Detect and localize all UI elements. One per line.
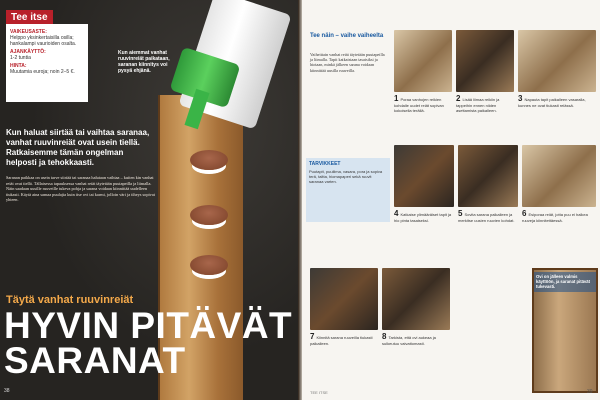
step-7 (310, 268, 378, 346)
body-text: Saranan paikkaa on usein tarve siirtää tai saranaa halutaan vaihtaa – kuiten kin vanhat reiät ovat tiellä. Tällaisessa tapauksessa vanhat reiät täytetään puutapeilla ja liimalla. Näin saadaan uusille ruuveille tukeva pohja ja sarana voidaan kiinnittää uudelleen tiukasti. Käytä aina samaa puulajia kuin itse ovi tai karmi, jolloin väri ja tiheys sopivat yhteen. (6, 175, 155, 203)
page-number-left: 38 (4, 388, 10, 394)
supplies-box (306, 158, 390, 222)
step-photo (518, 30, 596, 92)
step-photo (382, 268, 450, 330)
step-3 (518, 30, 596, 108)
sidebar-text: Vaiheittain vanhat reiät täytetään puutapeilla ja liimalla. Tapit katkaistaan tasaisiksi ja hiotaan, minkä jälkeen sarana voidaan kiinnittää uusilla ruuveilla. (310, 52, 385, 73)
step-text: Esiporaa reiät, jotta puu ei halkea ruuveja kiinnitettäessä. (522, 212, 588, 223)
step-number: 6 (522, 209, 527, 218)
step-text: Lisää liimaa reikiin ja tappeihin ennen niiden asettamista paikalleen. (456, 97, 500, 113)
wood-plug (190, 205, 228, 225)
step-text: Katkaise ylimääräiset tapit ja hio pinta tasaiseksi. (394, 212, 452, 223)
step-1 (394, 30, 452, 113)
step-number: 5 (458, 209, 463, 218)
headline-line-2: SARANAT (4, 340, 186, 381)
info-box (6, 24, 88, 102)
kicker: Täytä vanhat ruuvinreiät (6, 294, 134, 306)
step-photo (394, 30, 452, 92)
wood-plug (190, 150, 228, 170)
step-number: 8 (382, 332, 387, 341)
step-text: Sovita sarana paikalleen ja merkitse uusien ruuvien kohdat. (458, 212, 515, 223)
step-4 (394, 145, 454, 223)
step-8 (382, 268, 450, 346)
step-5 (458, 145, 518, 223)
step-number: 3 (518, 94, 523, 103)
headline (4, 305, 293, 381)
photo-caption: Kun aiemmat vanhat ruuvinreiät paikataan, saranan kiinnitys voi pysyä ehjänä. (118, 50, 170, 74)
price-label: HINTA: (10, 63, 27, 69)
right-page (302, 0, 600, 400)
time-label: AJANKÄYTTÖ: (10, 49, 46, 55)
price-value: Muutamia euroja; noin 2–5 €. (10, 69, 75, 75)
step-number: 4 (394, 209, 399, 218)
wood-plug (190, 255, 228, 275)
difficulty-label: VAIKEUSASTE: (10, 29, 47, 35)
step-number: 7 (310, 332, 315, 341)
supplies-text: Puutapit, puuliima, vasara, pora ja sopiva terä, taltta, hiomapaperi sekä ruuvit saranaa varten. (309, 169, 383, 184)
step-photo (394, 145, 454, 207)
section-tag: Tee itse (6, 10, 53, 25)
supplies-title: TARVIKKEET (309, 161, 341, 167)
difficulty-value: Helppo yksinkertaisilla osilla; hankalampi vaurioiden osalta. (10, 35, 77, 47)
step-photo (458, 145, 518, 207)
door-caption: Ovi on jälleen valmis käyttöön, ja saranat pitävät tukevasti. (534, 272, 596, 292)
time-value: 1-2 tuntia (10, 55, 31, 61)
step-2 (456, 30, 514, 113)
page-number-right: 39 (587, 389, 593, 395)
lead-paragraph: Kun haluat siirtää tai vaihtaa saranaa, vanhat ruuvinreiät ovat usein tiellä. Ratkaisemme tämän ongelman helposti ja tehokkaasti. (6, 128, 150, 167)
step-photo (456, 30, 514, 92)
left-page (0, 0, 298, 400)
step-text: Napauta tapit paikalleen vasaralla, kunnes ne ovat tiukasti reiässä. (518, 97, 586, 108)
step-text: Poraa vanhojen reikien kohdalle uudet reiät sopivan kokoisella terällä. (394, 97, 444, 113)
step-text: Kiinnitä sarana ruuveilla tiukasti paikalleen. (310, 335, 373, 346)
sidebar-heading: Tee näin – vaihe vaiheelta (310, 33, 384, 39)
page-footer: TEE ITSE (310, 390, 328, 395)
step-number: 2 (456, 94, 461, 103)
step-photo (310, 268, 378, 330)
step-photo (522, 145, 596, 207)
headline-line-1: HYVIN PITÄVÄT (4, 305, 293, 346)
step-6 (522, 145, 596, 223)
step-text: Tarkista, että ovi aukeaa ja sulkeutuu vaivattomasti. (382, 335, 436, 346)
step-number: 1 (394, 94, 399, 103)
